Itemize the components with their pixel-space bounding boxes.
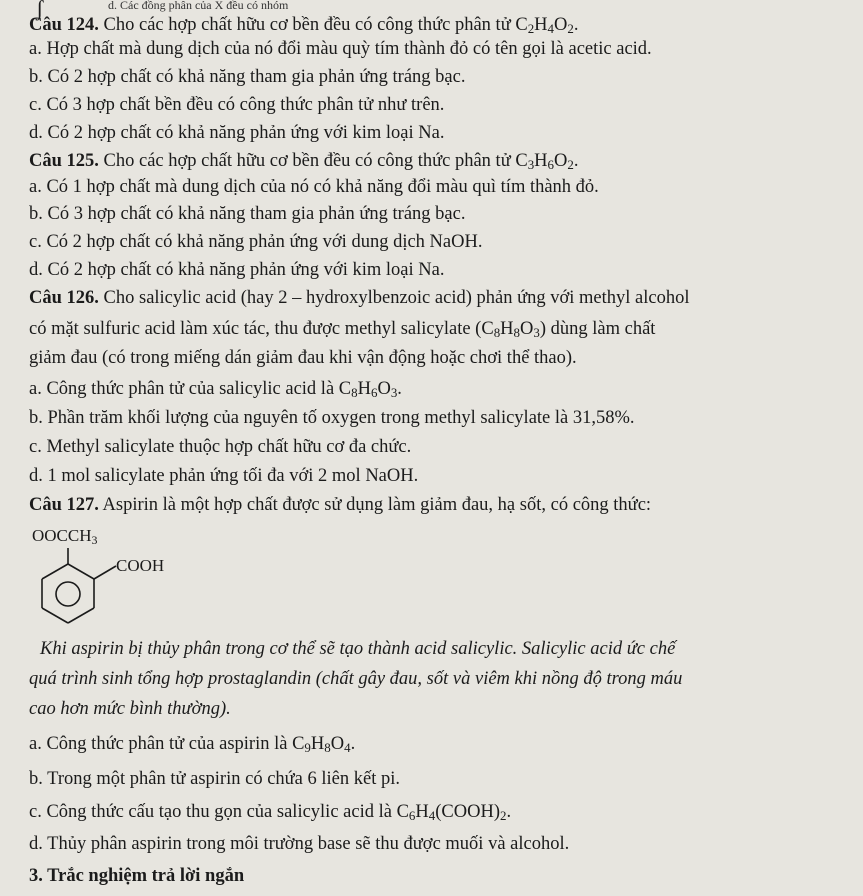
q127-option-b: b. Trong một phân tử aspirin có chứa 6 liên kết pi. <box>29 769 401 789</box>
q125-label: Câu 125. <box>29 151 99 171</box>
q127-c-formula: $C_6H_4(COOH)_2$. <box>396 802 512 824</box>
q127-para-line2: quá trình sinh tổng hợp prostaglandin (chất gây đau, sốt và viêm khi nồng độ trong máu <box>29 669 683 689</box>
q127-option-a: a. Công thức phân tử của aspirin là $C_9H_8O_4$. <box>29 734 356 756</box>
q127-option-c: c. Công thức cấu tạo thu gọn của salicylic acid là $C_6H_4(COOH)_2$. <box>29 802 512 824</box>
q126-option-c: c. Methyl salicylate thuộc hợp chất hữu cơ đa chức. <box>29 437 412 457</box>
q125-stem: Câu 125. Cho các hợp chất hữu cơ bền đều có công thức phân tử $C_3H_6O_2$. <box>29 151 579 173</box>
q124-label: Câu 124. <box>29 15 99 35</box>
q124-option-b: b. Có 2 hợp chất có khả năng tham gia phản ứng tráng bạc. <box>29 67 466 87</box>
q125-option-d: d. Có 2 hợp chất có khả năng phản ứng với kim loại Na. <box>29 260 445 280</box>
q127-para-line1: Khi aspirin bị thủy phân trong cơ thể sẽ tạo thành acid salicylic. Salicylic acid ức chế <box>40 639 676 659</box>
q126-option-d: d. 1 mol salicylate phản ứng tối đa với 2 mol NaOH. <box>29 466 419 486</box>
q126-stem-line1: Câu 126. Cho salicylic acid (hay 2 – hydroxylbenzoic acid) phản ứng với methyl alcohol <box>29 288 690 308</box>
q124-formula: $C_2H_4O_2$. <box>515 15 579 37</box>
q125-option-c: c. Có 2 hợp chất có khả năng phản ứng với dung dịch NaOH. <box>29 232 483 252</box>
q127-label: Câu 127. <box>29 495 99 515</box>
q126-stem-line3: giảm đau (có trong miếng dán giảm đau khi vận động hoặc chơi thể thao). <box>29 348 577 368</box>
q127-option-d: d. Thủy phân aspirin trong môi trường base sẽ thu được muối và alcohol. <box>29 834 570 854</box>
q126-a-formula: $C_8H_6O_3$. <box>338 379 402 401</box>
q126-stem-formula: $C_8H_8O_3$ <box>481 319 540 341</box>
aspirin-structure <box>30 526 190 631</box>
q124-option-c: c. Có 3 hợp chất bền đều có công thức phân tử như trên. <box>29 95 445 115</box>
q126-stem-line2: có mặt sulfuric acid làm xúc tác, thu được methyl salicylate $(C_8H_8O_3)$ dùng làm chất <box>29 319 656 341</box>
q127-a-formula: $C_9H_8O_4$. <box>292 734 356 756</box>
structure-label-cooh: COOH <box>116 556 165 575</box>
q125-option-b: b. Có 3 hợp chất có khả năng tham gia phản ứng tráng bạc. <box>29 204 466 224</box>
benzene-ring-icon <box>30 526 190 631</box>
top-fragment: d. Các đồng phân của X đều có nhóm <box>108 0 289 12</box>
section-3-heading: 3. Trắc nghiệm trả lời ngắn <box>29 866 245 886</box>
q126-label: Câu 126. <box>29 288 99 308</box>
cropped-mark-icon: ʃ <box>36 0 44 21</box>
structure-label-oocch3: $OOCCH_3$ <box>32 526 98 547</box>
q125-formula: $C_3H_6O_2$. <box>515 151 579 173</box>
q124-option-a: a. Hợp chất mà dung dịch của nó đổi màu quỳ tím thành đỏ có tên gọi là acetic acid. <box>29 39 652 59</box>
q124-stem: Câu 124. Cho các hợp chất hữu cơ bền đều có công thức phân tử $C_2H_4O_2$. <box>29 15 579 37</box>
q127-para-line3: cao hơn mức bình thường). <box>29 699 231 719</box>
q126-option-a: a. Công thức phân tử của salicylic acid là $C_8H_6O_3$. <box>29 379 402 401</box>
q127-stem: Câu 127. Aspirin là một hợp chất được sử dụng làm giảm đau, hạ sốt, có công thức: <box>29 495 652 515</box>
q124-option-d: d. Có 2 hợp chất có khả năng phản ứng với kim loại Na. <box>29 123 445 143</box>
q125-option-a: a. Có 1 hợp chất mà dung dịch của nó có khả năng đổi màu quì tím thành đỏ. <box>29 177 599 197</box>
q126-option-b: b. Phần trăm khối lượng của nguyên tố oxygen trong methyl salicylate là 31,58%. <box>29 408 635 428</box>
